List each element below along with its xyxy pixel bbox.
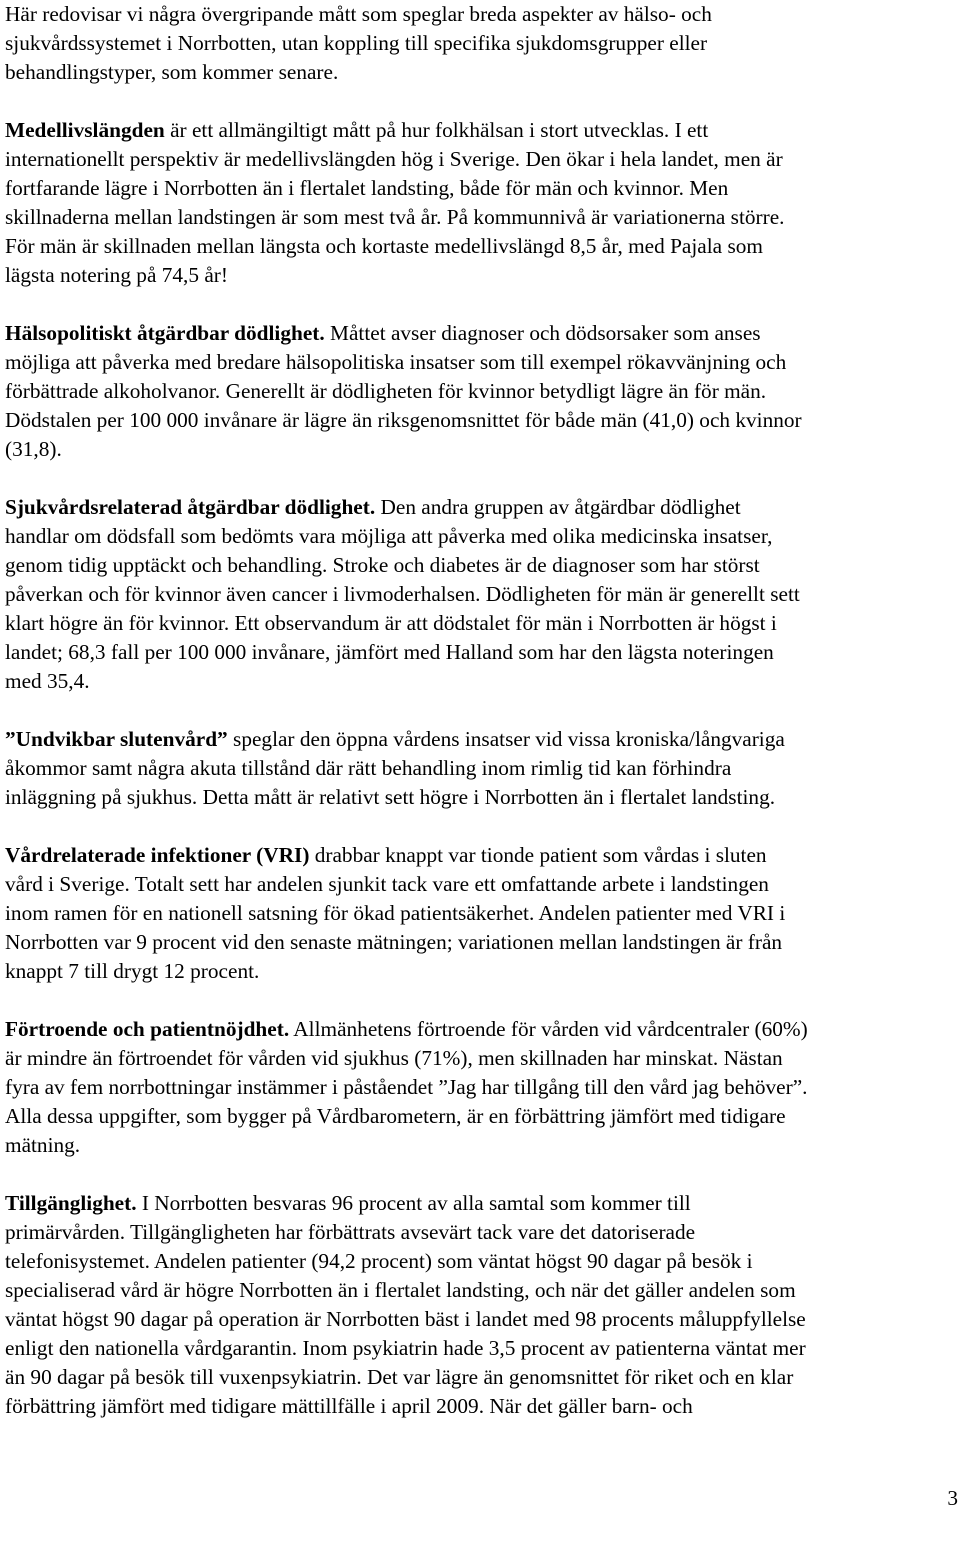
body-text: handlar om dödsfall som bedömts vara möjliga att påverka med olika medicinska insatser, xyxy=(5,524,773,548)
text-line xyxy=(5,203,955,232)
body-text: internationellt perspektiv är medellivslängden hög i Sverige. Den ökar i hela landet, men är xyxy=(5,147,783,171)
body-text: mätning. xyxy=(5,1133,81,1157)
text-line xyxy=(5,1276,955,1305)
text-line xyxy=(5,841,955,870)
text-line xyxy=(5,261,955,290)
body-text: än 90 dagar på besök till vuxenpsykiatrin. Det var lägre än genomsnittet för riket och en klar xyxy=(5,1365,794,1389)
text-line xyxy=(5,493,955,522)
text-line xyxy=(5,1131,955,1160)
text-line xyxy=(5,551,955,580)
body-text: inom ramen för en nationell satsning för ökad patientsäkerhet. Andelen patienter med VRI i xyxy=(5,901,786,925)
text-line xyxy=(5,116,955,145)
body-text: vård i Sverige. Totalt sett har andelen sjunkit tack vare ett omfattande arbete i landstingen xyxy=(5,872,769,896)
text-line xyxy=(5,1392,955,1421)
text-line xyxy=(5,348,955,377)
text-line xyxy=(5,232,955,261)
text-line xyxy=(5,725,955,754)
paragraph-gap xyxy=(5,696,955,725)
body-text: påverkan och för kvinnor även cancer i livmoderhalsen. Dödligheten för män är generellt sett xyxy=(5,582,800,606)
body-text: är mindre än förtroendet för vården vid sjukhus (71%), men skillnaden har minskat. Nästan xyxy=(5,1046,783,1070)
body-text: Den andra gruppen av åtgärdbar dödlighet xyxy=(375,495,741,519)
bold-heading-text: Vårdrelaterade infektioner (VRI) xyxy=(5,843,310,867)
text-line xyxy=(5,174,955,203)
body-text: telefonisystemet. Andelen patienter (94,2 procent) som väntat högst 90 dagar på besök i xyxy=(5,1249,753,1273)
bold-heading-text: ”Undvikbar slutenvård” xyxy=(5,727,228,751)
bold-heading-text: Tillgänglighet. xyxy=(5,1191,137,1215)
body-text: åkommor samt några akuta tillstånd där rätt behandling inom rimlig tid kan förhindra xyxy=(5,756,732,780)
text-line xyxy=(5,638,955,667)
paragraph-gap xyxy=(5,87,955,116)
text-line xyxy=(5,870,955,899)
page-number: 3 xyxy=(947,1486,958,1510)
bold-heading-text: Medellivslängden xyxy=(5,118,165,142)
body-text: (31,8). xyxy=(5,437,62,461)
text-line xyxy=(5,957,955,986)
text-line xyxy=(5,319,955,348)
text-line xyxy=(5,377,955,406)
body-text: Allmänhetens förtroende för vården vid vårdcentraler (60%) xyxy=(289,1017,808,1041)
text-line xyxy=(5,435,955,464)
paragraph-vri xyxy=(5,841,955,986)
text-line xyxy=(5,0,955,29)
body-text: speglar den öppna vårdens insatser vid vissa kroniska/långvariga xyxy=(227,727,785,751)
text-line xyxy=(5,1218,955,1247)
body-text: specialiserad vård är högre Norrbotten än i flertalet landsting, och när det gäller andelen som xyxy=(5,1278,796,1302)
body-text: fortfarande lägre i Norrbotten än i flertalet landsting, både för män och kvinnor. Men xyxy=(5,176,729,200)
body-text: Alla dessa uppgifter, som bygger på Vårdbarometern, är en förbättring jämfört med tidigare xyxy=(5,1104,786,1128)
text-line xyxy=(5,29,955,58)
body-text: knappt 7 till drygt 12 procent. xyxy=(5,959,260,983)
text-line xyxy=(5,754,955,783)
text-line xyxy=(5,928,955,957)
body-text: landet; 68,3 fall per 100 000 invånare, jämfört med Halland som har den lägsta noteringen xyxy=(5,640,774,664)
text-line xyxy=(5,145,955,174)
text-line xyxy=(5,1363,955,1392)
body-text: möjliga att påverka med bredare hälsopolitiska insatser som till exempel rökavvänjning och xyxy=(5,350,787,374)
text-line xyxy=(5,1305,955,1334)
paragraph-halsopolitiskt xyxy=(5,319,955,464)
bold-heading-text: Sjukvårdsrelaterad åtgärdbar dödlighet. xyxy=(5,495,376,519)
bold-heading-text: Hälsopolitiskt åtgärdbar dödlighet. xyxy=(5,321,325,345)
paragraph-medellivslangd xyxy=(5,116,955,290)
text-line xyxy=(5,899,955,928)
body-text: I Norrbotten besvaras 96 procent av alla samtal som kommer till xyxy=(136,1191,691,1215)
text-line xyxy=(5,1189,955,1218)
paragraph-undvikbar xyxy=(5,725,955,812)
paragraph-gap xyxy=(5,1160,955,1189)
paragraph-intro xyxy=(5,0,955,87)
body-text: sjukvårdssystemet i Norrbotten, utan koppling till specifika sjukdomsgrupper eller xyxy=(5,31,708,55)
text-line xyxy=(5,609,955,638)
body-text: är ett allmängiltigt mått på hur folkhälsan i stort utvecklas. I ett xyxy=(164,118,709,142)
body-text: Här redovisar vi några övergripande mått som speglar breda aspekter av hälso- och xyxy=(5,2,712,26)
body-text: primärvården. Tillgängligheten har förbättrats avsevärt tack vare det datoriserade xyxy=(5,1220,696,1244)
body-text: behandlingstyper, som kommer senare. xyxy=(5,60,339,84)
document-page xyxy=(5,0,955,1421)
text-line xyxy=(5,667,955,696)
text-line xyxy=(5,58,955,87)
body-text: väntat högst 90 dagar på operation är Norrbotten bäst i landet med 98 procents måluppfyllelse xyxy=(5,1307,806,1331)
body-text: Dödstalen per 100 000 invånare är lägre än riksgenomsnittet för både män (41,0) och kvinnor xyxy=(5,408,802,432)
paragraph-fortroende xyxy=(5,1015,955,1160)
body-text: Måttet avser diagnoser och dödsorsaker som anses xyxy=(324,321,761,345)
body-text: förbättrade alkoholvanor. Generellt är dödligheten för kvinnor betydligt lägre än för män. xyxy=(5,379,767,403)
body-text: förbättring jämfört med tidigare mättillfälle i april 2009. När det gäller barn- och xyxy=(5,1394,693,1418)
paragraph-gap xyxy=(5,290,955,319)
bold-heading-text: Förtroende och patientnöjdhet. xyxy=(5,1017,290,1041)
body-text: lägsta notering på 74,5 år! xyxy=(5,263,228,287)
text-line xyxy=(5,522,955,551)
body-text: inläggning på sjukhus. Detta mått är relativt sett högre i Norrbotten än i flertalet landsting. xyxy=(5,785,776,809)
paragraph-gap xyxy=(5,986,955,1015)
text-line xyxy=(5,406,955,435)
body-text: fyra av fem norrbottningar instämmer i påståendet ”Jag har tillgång till den vård jag behöver”. xyxy=(5,1075,808,1099)
text-line xyxy=(5,1102,955,1131)
body-text: enligt den nationella vårdgarantin. Inom psykiatrin hade 3,5 procent av patienterna väntat mer xyxy=(5,1336,806,1360)
text-line xyxy=(5,783,955,812)
paragraph-gap xyxy=(5,464,955,493)
body-text: För män är skillnaden mellan längsta och kortaste medellivslängd 8,5 år, med Pajala som xyxy=(5,234,763,258)
text-line xyxy=(5,1334,955,1363)
text-line xyxy=(5,1247,955,1276)
text-line xyxy=(5,580,955,609)
text-line xyxy=(5,1073,955,1102)
paragraph-sjukvardsrelaterad xyxy=(5,493,955,696)
paragraph-gap xyxy=(5,812,955,841)
paragraph-tillganglighet xyxy=(5,1189,955,1421)
text-line xyxy=(5,1044,955,1073)
body-text: drabbar knappt var tionde patient som vårdas i sluten xyxy=(309,843,767,867)
body-text: med 35,4. xyxy=(5,669,90,693)
text-line xyxy=(5,1015,955,1044)
document-body xyxy=(5,0,955,1421)
body-text: Norrbotten var 9 procent vid den senaste mätningen; variationen mellan landstingen är från xyxy=(5,930,783,954)
body-text: klart högre än för kvinnor. Ett observandum är att dödstalet för män i Norrbotten är högst i xyxy=(5,611,777,635)
body-text: skillnaderna mellan landstingen är som mest två år. På kommunnivå är variationerna större. xyxy=(5,205,785,229)
body-text: genom tidig upptäckt och behandling. Stroke och diabetes är de diagnoser som har störst xyxy=(5,553,760,577)
